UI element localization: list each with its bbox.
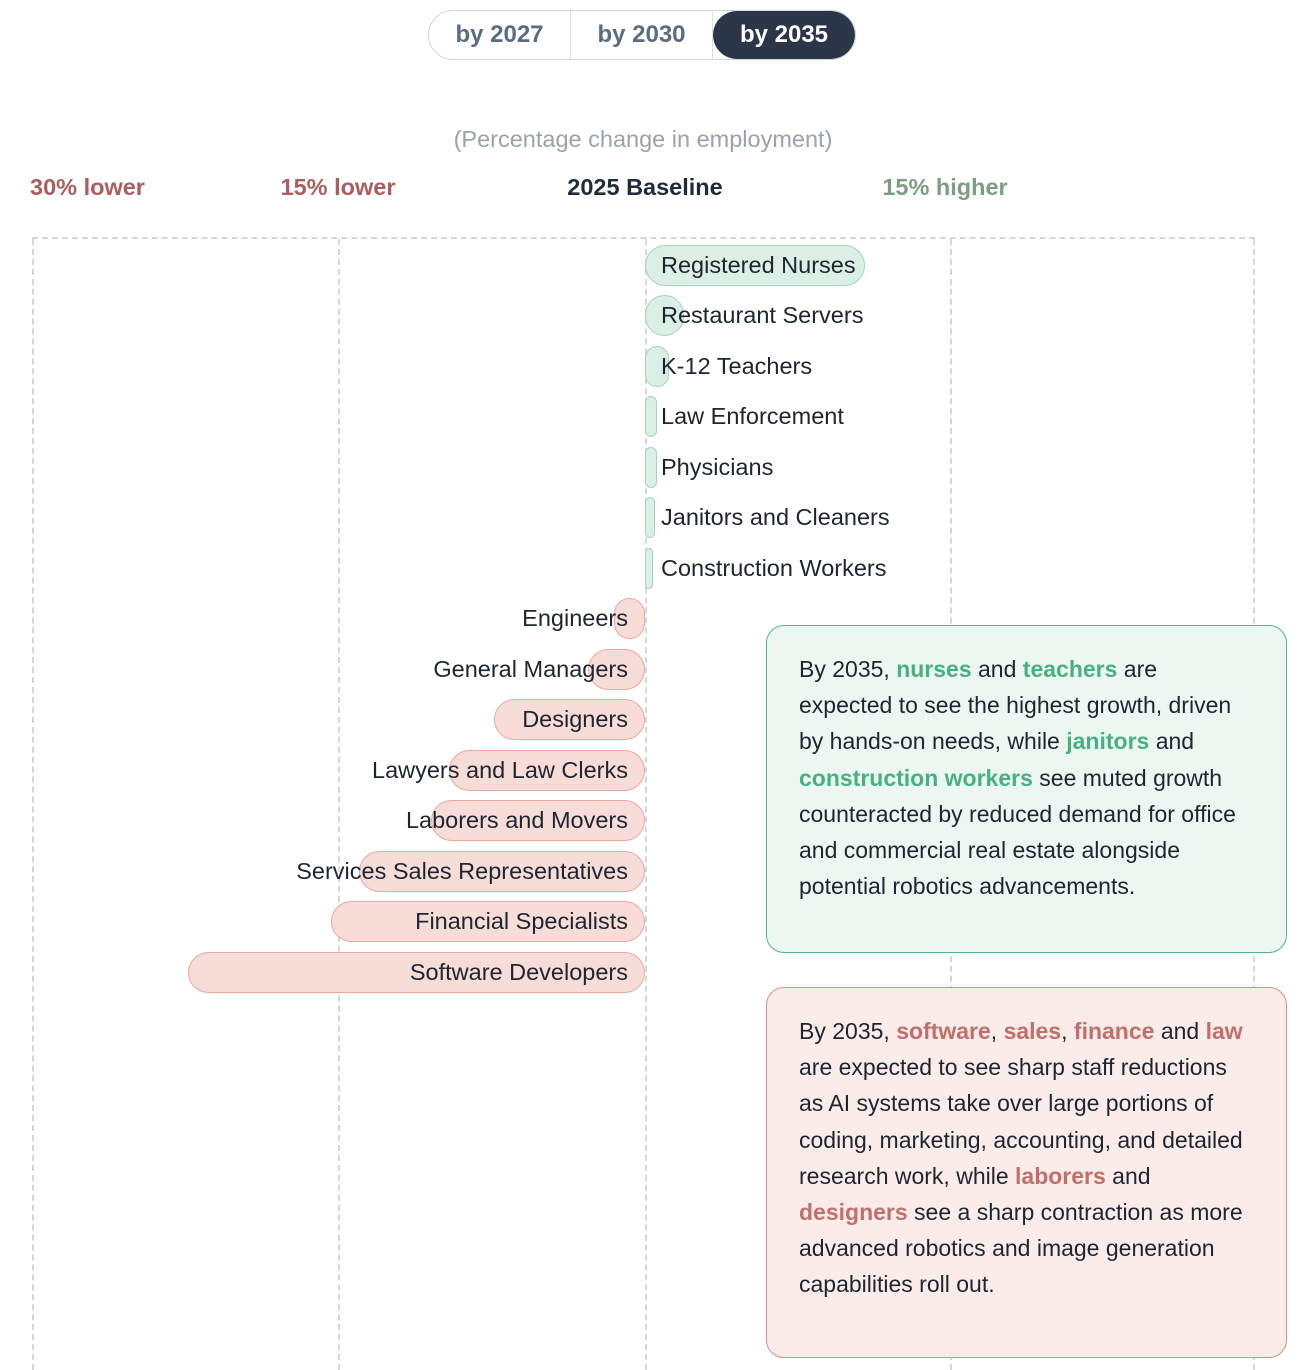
growth-annotation: [766, 625, 1287, 953]
bar-law-enforcement: [645, 396, 657, 437]
accent-text: sales: [1003, 1018, 1062, 1044]
accent-text: construction workers: [799, 764, 1033, 791]
axis-label-30-lower: 30% lower: [30, 174, 145, 200]
bar-label-registered-nurses: Registered Nurses: [661, 251, 856, 278]
accent-text: laborers: [1015, 1162, 1106, 1189]
accent-text: janitors: [1066, 728, 1150, 755]
toggle-option-by-2027[interactable]: by 2027: [429, 11, 571, 59]
axis-label-15-lower: 15% lower: [280, 174, 396, 200]
bar-label-designers: Designers: [522, 706, 628, 732]
bar-label-engineers: Engineers: [522, 605, 628, 631]
accent-text: finance: [1073, 1018, 1155, 1044]
gridline: [338, 239, 340, 1370]
bar-label-lawyers-and-law-clerks: Lawyers and Law Clerks: [372, 756, 628, 783]
toggle-option-by-2030[interactable]: by 2030: [571, 11, 713, 59]
text-segment: are expected to see sharp staff reductions as AI systems take over large portions of coding, marketing, accounting, and detailed research work, while: [799, 1054, 1243, 1189]
bar-label-laborers-and-movers: Laborers and Movers: [405, 807, 628, 833]
gridline: [32, 239, 34, 1370]
accent-text: teachers: [1022, 656, 1118, 682]
timeframe-toggle: [428, 10, 856, 60]
accent-text: nurses: [896, 656, 972, 682]
text-segment: By 2035,: [799, 656, 897, 682]
chart-subtitle: (Percentage change in employment): [453, 126, 833, 152]
text-segment: and: [1154, 1018, 1206, 1044]
bar-label-construction-workers: Construction Workers: [661, 554, 887, 581]
text-segment: see a sharp contraction as more advanced robotics and image generation capabilities roll out.: [799, 1199, 1243, 1298]
bar-label-k-12-teachers: K-12 Teachers: [661, 352, 813, 379]
bar-physicians: [645, 447, 657, 488]
text-segment: and: [971, 656, 1023, 682]
bar-label-financial-specialists: Financial Specialists: [415, 908, 628, 934]
axis-label-baseline: 2025 Baseline: [567, 174, 723, 200]
bar-label-law-enforcement: Law Enforcement: [661, 403, 844, 429]
text-segment: By 2035,: [799, 1018, 897, 1044]
text-segment: are expected to see the highest growth, driven by hands-on needs, while: [799, 656, 1232, 755]
text-segment: and: [1149, 728, 1195, 755]
text-segment: see muted growth counteracted by reduced demand for office and commercial real estate alongside potential robotics advancements.: [799, 764, 1236, 900]
bar-label-software-developers: Software Developers: [409, 958, 628, 985]
bar-label-janitors-and-cleaners: Janitors and Cleaners: [661, 504, 890, 530]
axis-label-15-higher: 15% higher: [882, 174, 1008, 200]
accent-text: designers: [799, 1199, 908, 1226]
text-segment: and: [1105, 1162, 1151, 1189]
bar-label-general-managers: General Managers: [433, 655, 628, 682]
text-segment: ,: [1061, 1018, 1074, 1044]
bar-label-physicians: Physicians: [661, 453, 774, 480]
bar-construction-workers: [645, 548, 653, 589]
bar-label-services-sales-representatives: Services Sales Representatives: [296, 857, 628, 884]
accent-text: law: [1205, 1018, 1243, 1044]
bar-janitors-and-cleaners: [645, 497, 655, 538]
bar-label-restaurant-servers: Restaurant Servers: [661, 302, 864, 328]
decline-annotation: [766, 987, 1287, 1358]
text-segment: ,: [990, 1018, 1004, 1044]
accent-text: software: [896, 1018, 991, 1044]
toggle-option-by-2035[interactable]: by 2035: [713, 11, 855, 59]
